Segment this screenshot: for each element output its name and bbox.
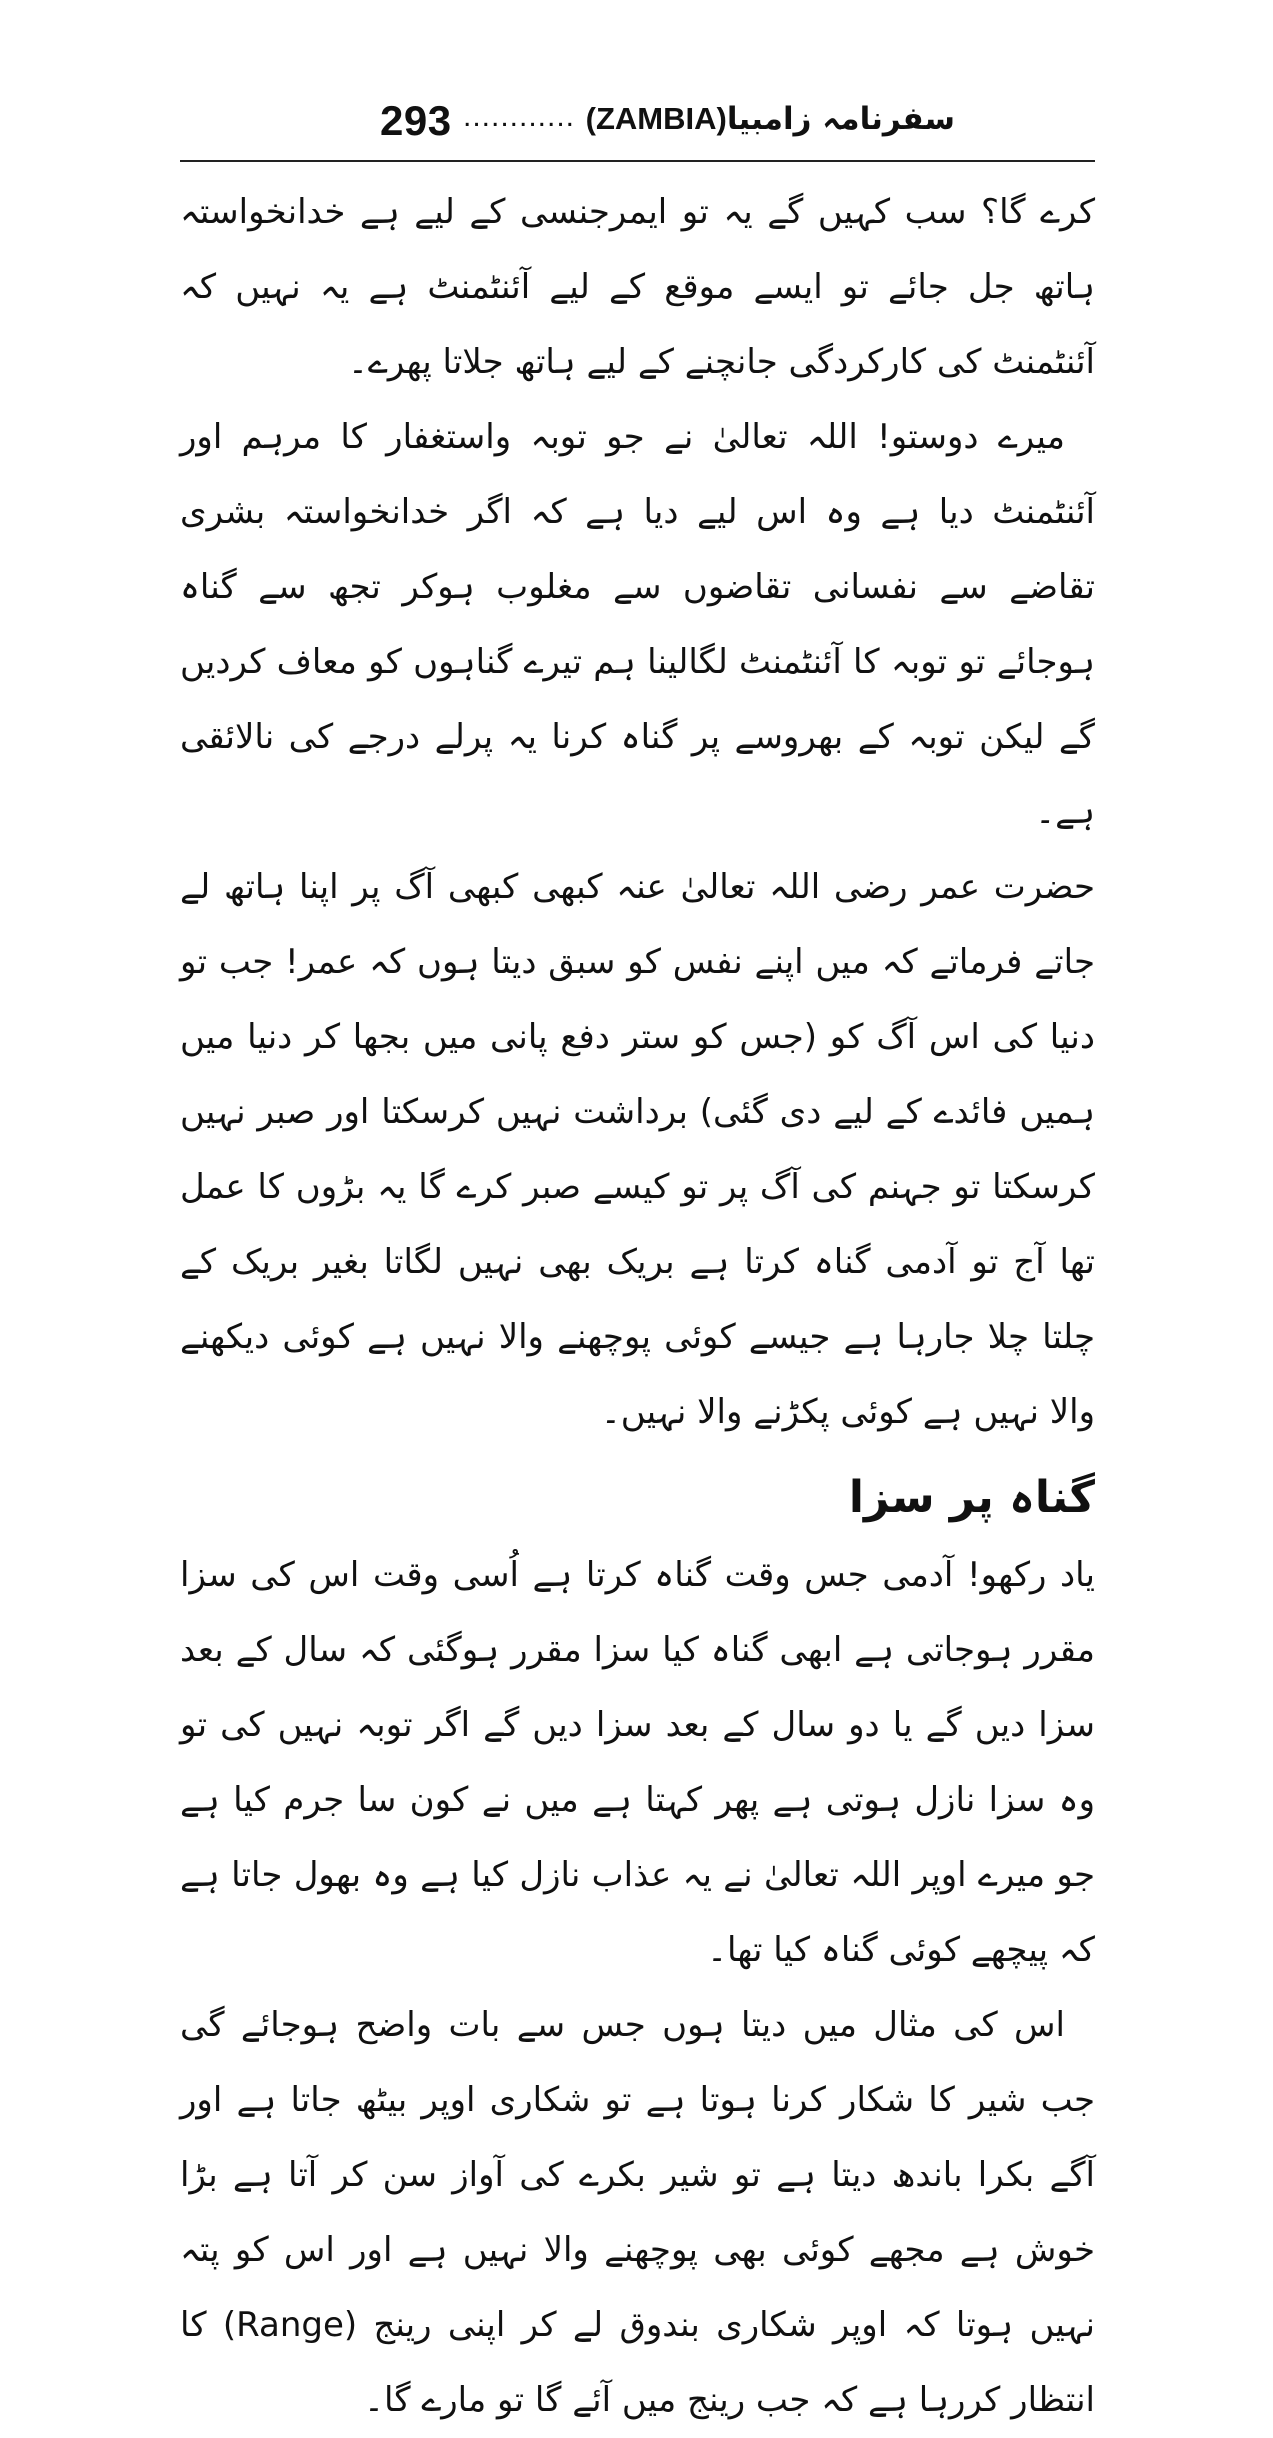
book-title [586, 100, 955, 138]
paragraph: حضرت عمر رضی اللہ تعالیٰ عنہ کبھی کبھی آگ پر اپنا ہاتھ لے جاتے فرماتے کہ میں اپنے نفس کو سبق دیتا ہوں کہ عمر! جب تو دنیا کی اس آگ کو (جس کو ستر دفع پانی میں بجھا کر دنیا میں ہمیں فائدے کے لیے دی گئی) برداشت نہیں کرسکتا اور صبر نہیں کرسکتا تو جہنم کی آگ پر تو کیسے صبر کرے گا یہ بڑوں کا عمل تھا آج تو آدمی گناہ کرتا ہے بریک بھی نہیں لگاتا بغیر بریک کے چلتا چلا جارہا ہے جیسے کوئی پوچھنے والا نہیں ہے کوئی دیکھنے والا نہیں ہے کوئی پکڑنے والا نہیں۔ [180, 867, 1095, 1432]
page-number: 293 [380, 97, 452, 144]
paragraph: یاد رکھو! آدمی جس وقت گناہ کرتا ہے اُسی وقت اس کی سزا مقرر ہوجاتی ہے ابھی گناہ کیا سزا مقرر ہوگئی کہ سال کے بعد سزا دیں گے یا دو سال کے بعد سزا دیں گے اگر توبہ نہیں کی تو وہ سزا نازل ہوتی ہے پھر کہتا ہے میں نے کون سا جرم کیا ہے جو میرے اوپر اللہ تعالیٰ نے یہ عذاب نازل کیا ہے وہ بھول جاتا ہے کہ پیچھے کوئی گناہ کیا تھا۔ [180, 1555, 1095, 1970]
book-title-urdu: سفرنامہ زامبیا [726, 101, 955, 137]
running-head [180, 98, 1095, 162]
book-title-latin: (ZAMBIA) [585, 101, 727, 136]
paragraph: کرے گا؟ سب کہیں گے یہ تو ایمرجنسی کے لیے ہے خدانخواستہ ہاتھ جل جائے تو ایسے موقع کے لیے آئنٹمنٹ ہے یہ نہیں کہ آئنٹمنٹ کی کارکردگی جانچنے کے لیے ہاتھ جلاتا پھرے۔ [180, 192, 1095, 382]
leader-dots: ............ [463, 100, 576, 133]
paragraph: میرے دوستو! اللہ تعالیٰ نے جو توبہ واستغفار کا مرہم اور آئنٹمنٹ دیا ہے وہ اس لیے دیا ہے کہ اگر خدانخواستہ بشری تقاضے سے نفسانی تقاضوں سے مغلوب ہوکر تجھ سے گناہ ہوجائے تو توبہ کا آئنٹمنٹ لگالینا ہم تیرے گناہوں کو معاف کردیں گے لیکن توبہ کے بھروسے پر گناہ کرنا یہ پرلے درجے کی نالائقی ہے۔ [180, 417, 1095, 832]
paragraph: اس کی مثال میں دیتا ہوں جس سے بات واضح ہوجائے گی جب شیر کا شکار کرنا ہوتا ہے تو شکاری اوپر بیٹھ جاتا ہے اور آگے بکرا باندھ دیتا ہے تو شیر بکرے کی آواز سن کر آتا ہے بڑا خوش ہے مجھے کوئی بھی پوچھنے والا نہیں ہے اور اس کو پتہ نہیں ہوتا کہ اوپر شکاری بندوق لے کر اپنی رینج (Range) کا انتظار کررہا ہے کہ جب رینج میں آئے گا تو مارے گا۔ [180, 2005, 1095, 2420]
section-heading: گناہ پر سزا [848, 1472, 1095, 1523]
body-text [180, 175, 1095, 2438]
